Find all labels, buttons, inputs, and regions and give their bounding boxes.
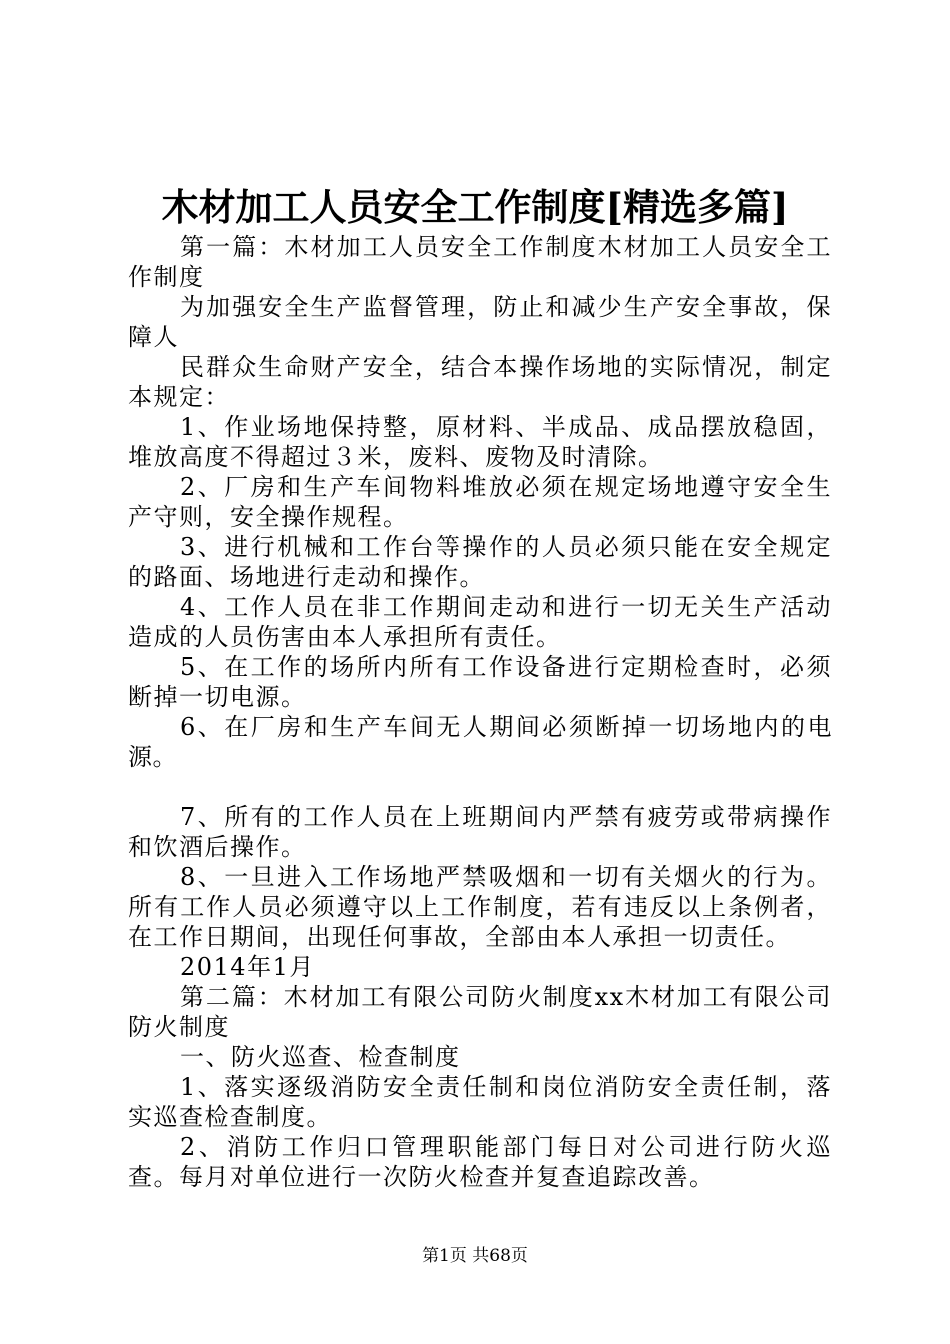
paragraph-8: 5、在工作的场所内所有工作设备进行定期检查时，必须断掉一切电源。: [128, 653, 832, 711]
paragraph-14: 1、落实逐级消防安全责任制和岗位消防安全责任制，落实巡查检查制度。: [128, 1073, 832, 1131]
paragraph-13: 一、防火巡查、检查制度: [180, 1043, 461, 1071]
paragraph-1: 第一篇：木材加工人员安全工作制度木材加工人员安全工作制度: [128, 233, 832, 291]
document-body: [128, 232, 832, 1192]
paragraph-6: 3、进行机械和工作台等操作的人员必须只能在安全规定的路面、场地进行走动和操作。: [128, 533, 832, 591]
page-number: 第1页 共68页: [422, 1246, 528, 1266]
paragraph-15: 2、消防工作归口管理职能部门每日对公司进行防火巡查。每月对单位进行一次防火检查并复查追踪改善。: [128, 1133, 832, 1191]
paragraph-11: 8、一旦进入工作场地严禁吸烟和一切有关烟火的行为。所有工作人员必须遵守以上工作制度，若有违反以上条例者，在工作日期间，出现任何事故，全部由本人承担一切责任。: [128, 863, 832, 951]
paragraph-2: 为加强安全生产监督管理，防止和减少生产安全事故，保障人: [128, 293, 832, 351]
paragraph-7: 4、工作人员在非工作期间走动和进行一切无关生产活动造成的人员伤害由本人承担所有责任。: [128, 593, 832, 651]
paragraph-10: 7、所有的工作人员在上班期间内严禁有疲劳或带病操作和饮酒后操作。: [128, 803, 832, 861]
paragraph-3: 民群众生命财产安全，结合本操作场地的实际情况，制定本规定：: [128, 353, 832, 411]
paragraph-9: 6、在厂房和生产车间无人期间必须断掉一切场地内的电源。: [128, 713, 832, 771]
paragraph-12: 第二篇：木材加工有限公司防火制度xx木材加工有限公司防火制度: [128, 983, 832, 1041]
paragraph-5: 2、厂房和生产车间物料堆放必须在规定场地遵守安全生产守则，安全操作规程。: [128, 473, 832, 531]
paragraph-4: 1、作业场地保持整，原材料、半成品、成品摆放稳固，堆放高度不得超过３米，废料、废物及时清除。: [128, 413, 832, 471]
paragraph-date: 2014年1月: [180, 953, 315, 981]
document-title: 木材加工人员安全工作制度[精选多篇]: [161, 185, 789, 229]
